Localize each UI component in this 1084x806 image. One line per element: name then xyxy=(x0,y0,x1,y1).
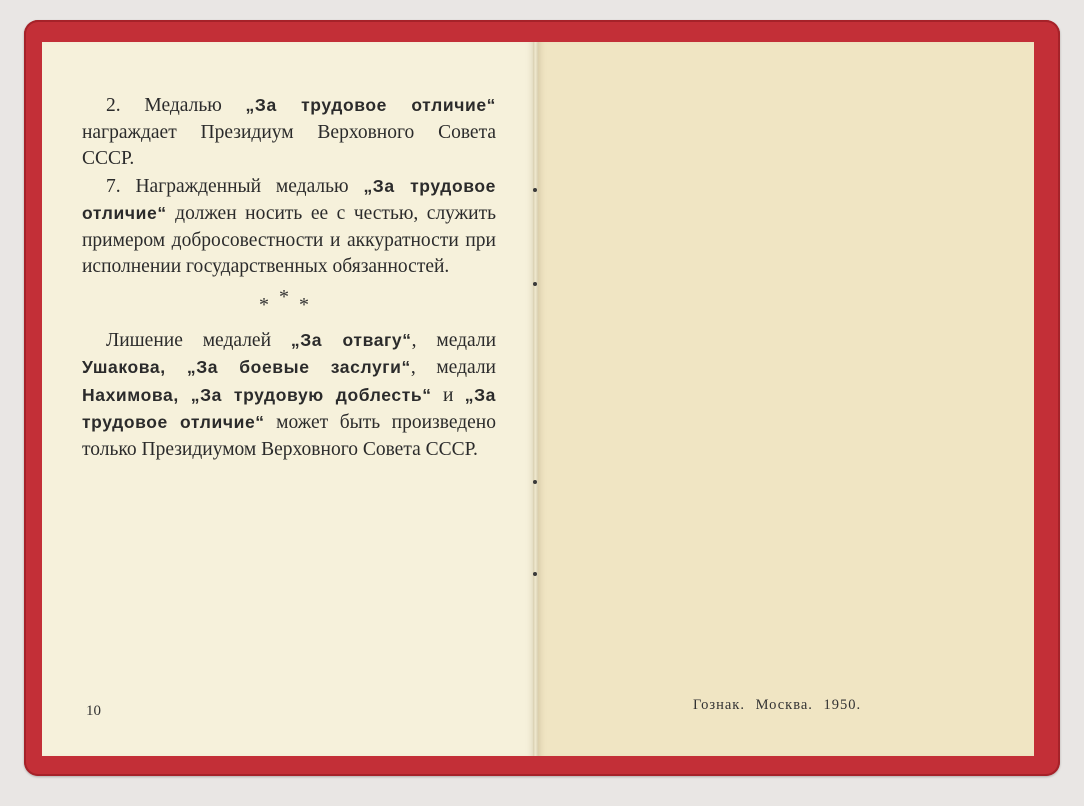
right-page xyxy=(538,42,1034,756)
paragraph-item-7: 7. Награжденный медалью „За трудовое отличие“ должен носить ее с честью, служить примером добросовестности и аккуратности при исполнении государственных обязанностей. xyxy=(82,175,496,277)
stitch-mark xyxy=(533,572,537,576)
page-number: 10 xyxy=(86,703,101,719)
printer-imprint: Гознак. Москва. 1950. xyxy=(693,697,862,713)
booklet-spine xyxy=(533,42,538,756)
stitch-mark xyxy=(533,480,537,484)
asterism-separator: *** xyxy=(259,285,319,316)
paragraph-item-2: 2. Медалью „За трудовое отличие“ награждает Президиум Верховного Совета СССР. xyxy=(82,95,497,169)
stitch-mark xyxy=(533,282,537,286)
paragraph-revocation: Лишение медалей „За отвагу“, медали Ушакова, „За боевые заслуги“, медали Нахимова, „За трудовую доблесть“ и „За трудовое отличие“ может быть произведено только Президиумом Верховного Совета СССР. xyxy=(82,329,497,460)
stitch-mark xyxy=(533,188,537,192)
left-page-text xyxy=(82,92,496,463)
